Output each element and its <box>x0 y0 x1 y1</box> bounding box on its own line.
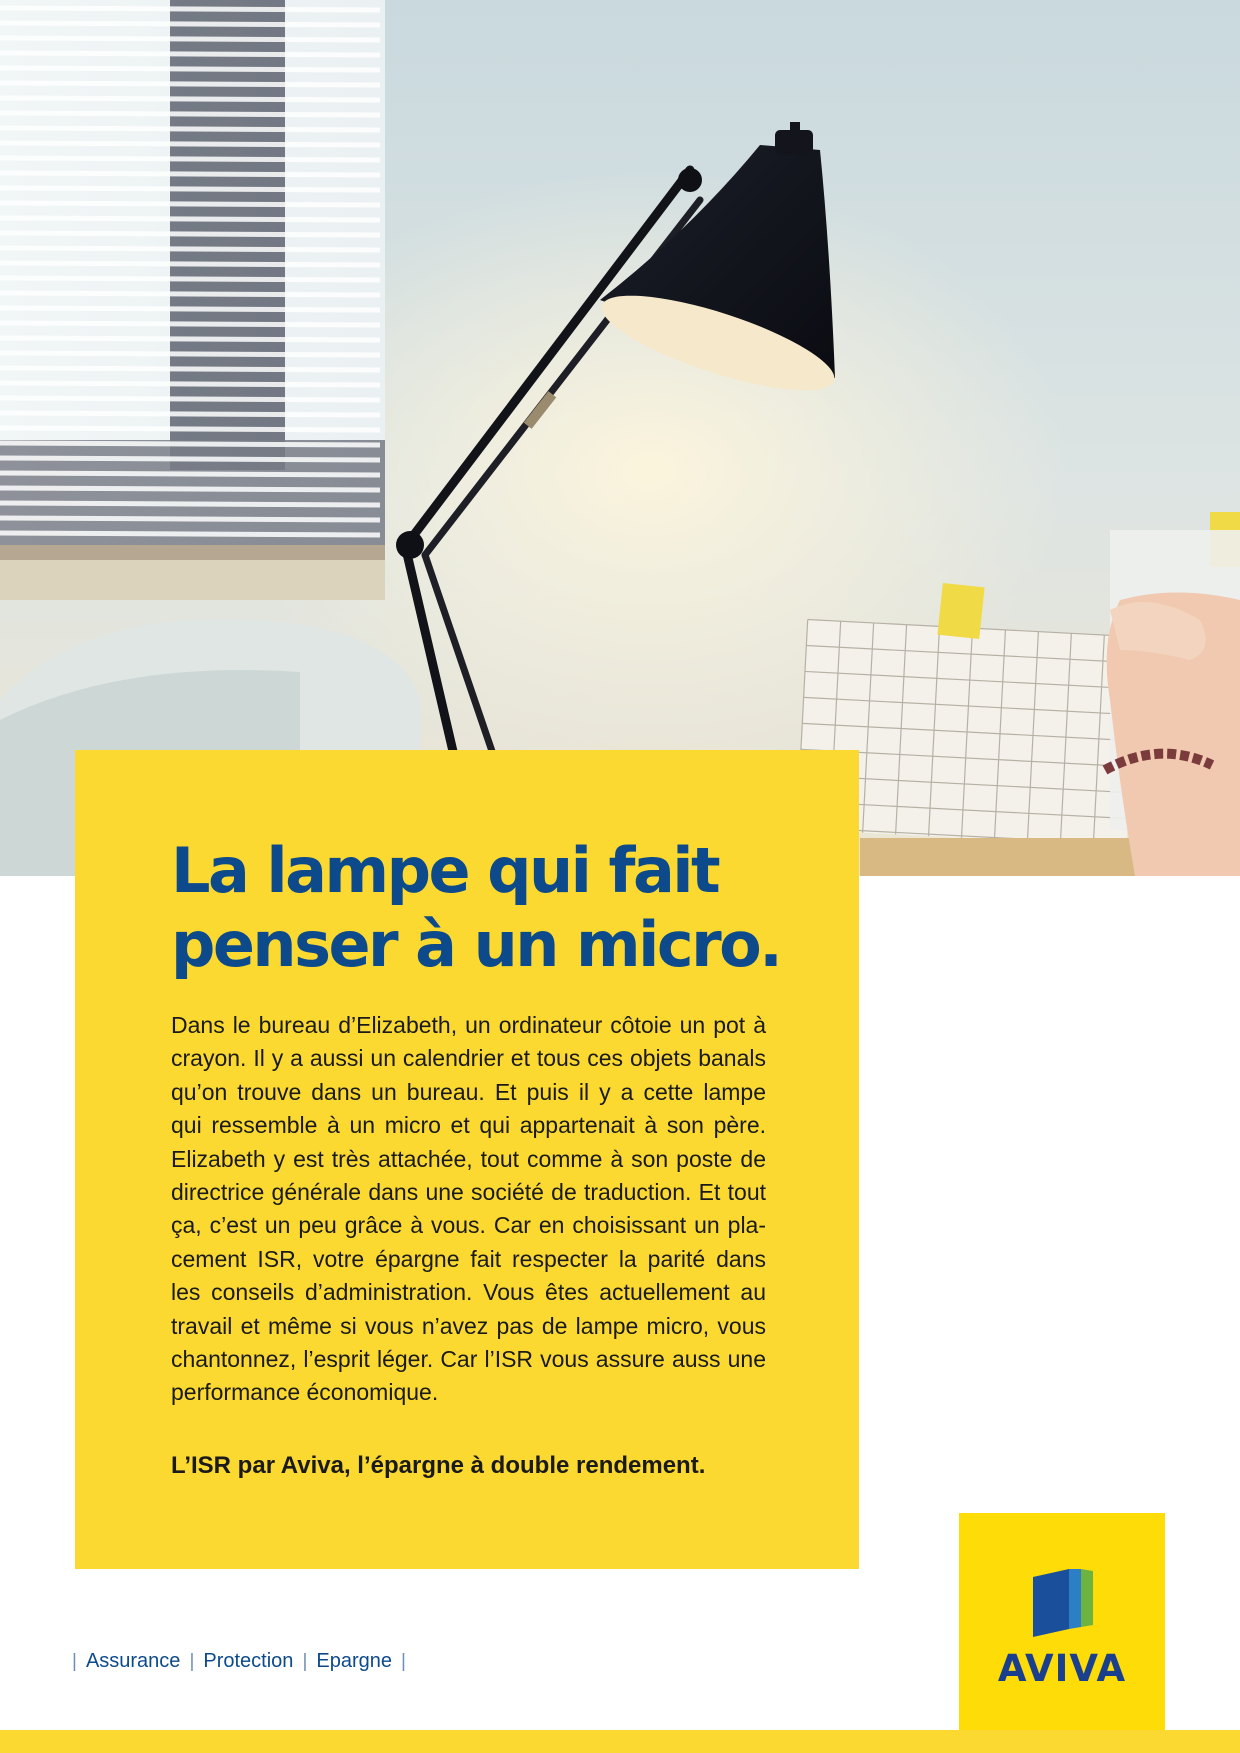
category-assurance[interactable]: Assurance <box>85 1650 181 1672</box>
tagline: L’ISR par Aviva, l’épargne à double rendement. <box>171 1452 706 1479</box>
separator: | <box>189 1650 195 1672</box>
blind-slat <box>0 398 380 400</box>
blind-slat <box>0 293 380 295</box>
aviva-wordmark: AVIVA <box>997 1647 1127 1690</box>
blind-slat <box>0 428 380 430</box>
blind-slat <box>0 413 380 415</box>
blind-slat <box>0 248 380 250</box>
separator: | <box>72 1650 77 1672</box>
body-line: chantonnez, l’esprit léger. Car l’ISR vous assure auss une <box>171 1346 766 1373</box>
separator: | <box>401 1650 406 1672</box>
blind-slat <box>0 458 380 460</box>
blind-slat <box>0 278 380 280</box>
blind-slat <box>0 38 380 40</box>
hero-photo <box>0 0 1240 876</box>
blind-slat <box>0 503 380 505</box>
headline-line-1: La lampe qui fait <box>171 834 719 907</box>
headline <box>171 834 811 982</box>
body-line: crayon. Il y a aussi un calendrier et tous ces objets banals <box>171 1045 766 1072</box>
blind-slat <box>0 143 380 145</box>
body-line: travail et même si vous n’avez pas de lampe micro, vous <box>171 1312 766 1339</box>
blind-slat <box>0 308 380 310</box>
window-blinds <box>0 0 385 600</box>
aviva-logo[interactable] <box>959 1513 1165 1730</box>
body-line: performance économique. <box>171 1379 439 1406</box>
body-line: directrice générale dans une société de traduction. Et tout <box>171 1179 766 1206</box>
blind-slat <box>0 488 380 490</box>
separator: | <box>302 1650 308 1672</box>
blind-slat <box>0 263 380 265</box>
body-line: cement ISR, votre épargne fait respecter la parité dans <box>171 1245 766 1272</box>
bottom-yellow-bar <box>0 1730 1240 1753</box>
blind-slat <box>0 323 380 325</box>
blind-slat <box>0 128 380 130</box>
category-protection[interactable]: Protection <box>203 1650 294 1672</box>
blind-slat <box>0 83 380 85</box>
blind-slat <box>0 533 380 535</box>
blind-slat <box>0 518 380 520</box>
category-epargne[interactable]: Epargne <box>316 1650 392 1672</box>
body-line: qu’on trouve dans un bureau. Et puis il y a cette lampe <box>171 1078 766 1105</box>
blind-slat <box>0 383 380 385</box>
blind-slat <box>0 443 380 445</box>
blind-slat <box>0 338 380 340</box>
aviva-flag-icon <box>1033 1569 1093 1637</box>
blind-slat <box>0 353 380 355</box>
body-line: les conseils d’administration. Vous êtes actuellement au <box>171 1279 766 1306</box>
body-line: Dans le bureau d’Elizabeth, un ordinateur côtoie un pot à <box>171 1012 766 1038</box>
category-links <box>72 1650 415 1673</box>
blind-slat <box>0 8 380 10</box>
body-line: qui ressemble à un micro et qui appartenait à son père. <box>171 1112 766 1139</box>
lamp-photo-illustration <box>0 0 1240 876</box>
blind-slat <box>0 473 380 475</box>
body-line: Elizabeth y est très attachée, tout comme à son poste de <box>171 1145 766 1172</box>
blind-slat <box>0 368 380 370</box>
blind-slat <box>0 53 380 55</box>
blind-slat <box>0 98 380 100</box>
blind-slat <box>0 188 380 190</box>
blind-slat <box>0 233 380 235</box>
text-panel <box>75 750 859 1569</box>
headline-line-2: penser à un micro. <box>171 908 781 981</box>
body-line: ça, c’est un peu grâce à vous. Car en choisissant un pla- <box>171 1212 766 1239</box>
blind-slat <box>0 68 380 70</box>
blind-slat <box>0 218 380 220</box>
blind-slat <box>0 113 380 115</box>
blind-slat <box>0 173 380 175</box>
blind-slat <box>0 203 380 205</box>
blind-slat <box>0 23 380 25</box>
body-copy <box>171 1009 766 1410</box>
blind-slat <box>0 158 380 160</box>
